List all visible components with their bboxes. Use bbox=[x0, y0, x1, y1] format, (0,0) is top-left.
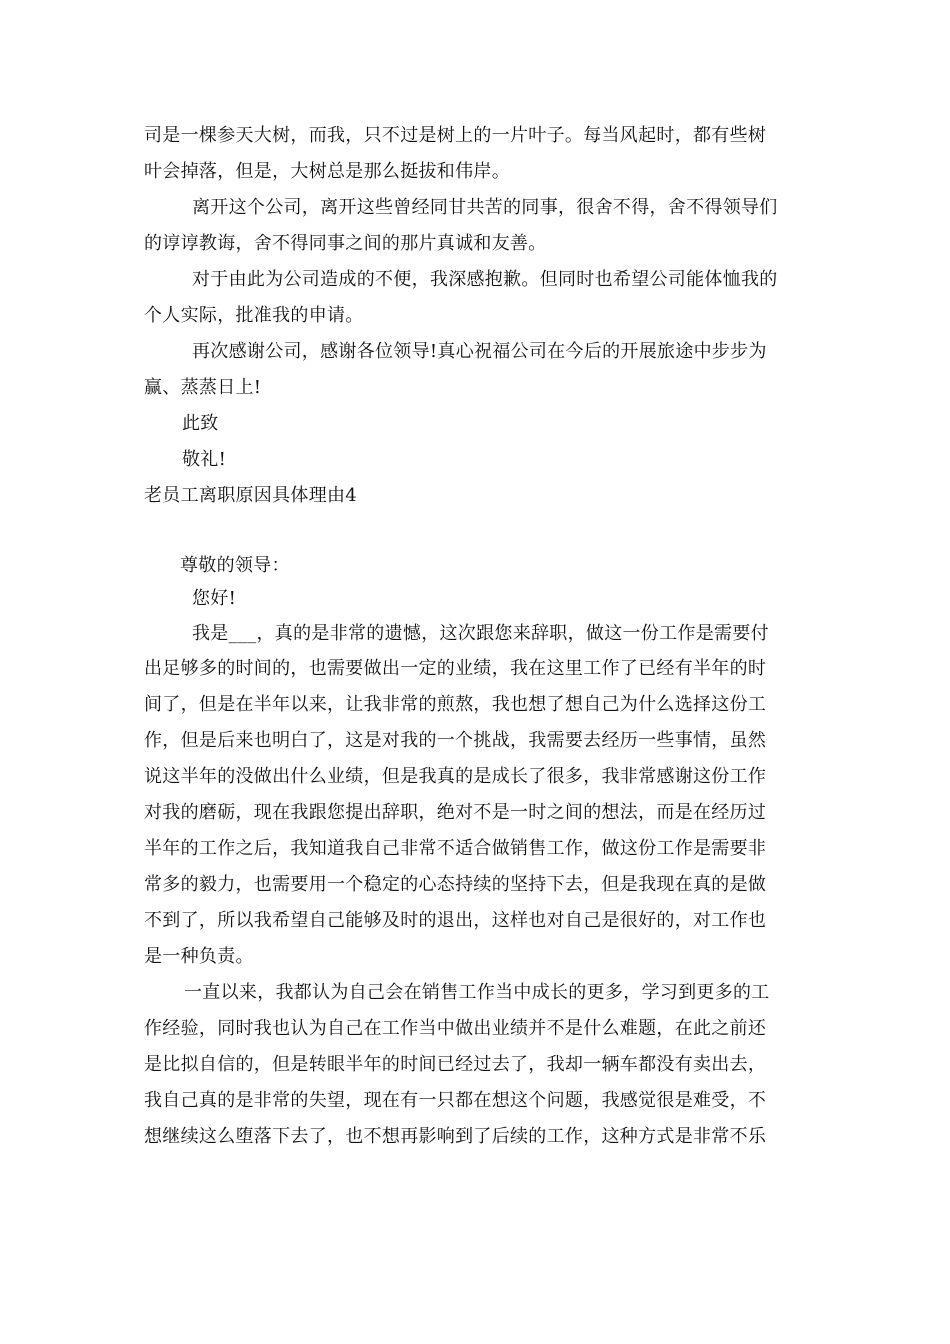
paragraph-line: 一直以来，我都认为自己会在销售工作当中成长的更多，学习到更多的工 bbox=[184, 982, 770, 1003]
paragraph-line: 半年的工作之后，我知道我自己非常不适合做销售工作，做这份工作是需要非 bbox=[144, 838, 767, 859]
paragraph-line: 是一种负责。 bbox=[144, 946, 254, 967]
salutation: 尊敬的领导： bbox=[180, 555, 290, 576]
paragraph-line: 个人实际，批准我的申请。 bbox=[144, 305, 364, 326]
paragraph-line: 作，但是后来也明白了，这是对我的一个挑战，我需要去经历一些事情，虽然 bbox=[144, 730, 767, 751]
paragraph-line: 间了，但是在半年以来，让我非常的煎熬，我也想了想自己为什么选择这份工 bbox=[144, 694, 767, 715]
greeting: 您好! bbox=[192, 588, 237, 609]
closing-line: 此致 bbox=[182, 413, 219, 434]
paragraph-line: 作经验，同时我也认为自己在工作当中做出业绩并不是什么难题，在此之前还 bbox=[144, 1018, 767, 1039]
paragraph-line: 出足够多的时间的，也需要做出一定的业绩，我在这里工作了已经有半年的时 bbox=[144, 658, 767, 679]
paragraph-line: 是比拟自信的，但是转眼半年的时间已经过去了，我却一辆车都没有卖出去， bbox=[144, 1054, 767, 1075]
closing-line: 敬礼! bbox=[182, 449, 227, 470]
paragraph-line: 对我的磨砺，现在我跟您提出辞职，绝对不是一时之间的想法，而是在经历过 bbox=[144, 802, 767, 823]
paragraph-line: 不到了，所以我希望自己能够及时的退出，这样也对自己是很好的，对工作也 bbox=[144, 910, 767, 931]
paragraph-line: 再次感谢公司，感谢各位领导!真心祝福公司在今后的开展旅途中步步为 bbox=[192, 341, 767, 362]
paragraph-line: 说这半年的没做出什么业绩，但是我真的是成长了很多，我非常感谢这份工作 bbox=[144, 766, 767, 787]
paragraph-line: 司是一棵参天大树，而我，只不过是树上的一片叶子。每当风起时，都有些树 bbox=[144, 125, 767, 146]
paragraph-line: 我自己真的是非常的失望，现在有一只都在想这个问题，我感觉很是难受，不 bbox=[144, 1090, 767, 1111]
paragraph-line: 常多的毅力，也需要用一个稳定的心态持续的坚持下去，但是我现在真的是做 bbox=[144, 874, 767, 895]
paragraph-line: 我是___，真的是非常的遗憾，这次跟您来辞职，做这一份工作是需要付 bbox=[192, 623, 769, 644]
paragraph-line: 想继续这么堕落下去了，也不想再影响到了后续的工作，这种方式是非常不乐 bbox=[144, 1126, 767, 1147]
paragraph-line: 的谆谆教诲，舍不得同事之间的那片真诚和友善。 bbox=[144, 233, 547, 254]
paragraph-line: 对于由此为公司造成的不便，我深感抱歉。但同时也希望公司能体恤我的 bbox=[192, 269, 778, 290]
paragraph-line: 叶会掉落，但是，大树总是那么挺拔和伟岸。 bbox=[144, 161, 510, 182]
paragraph-line: 离开这个公司，离开这些曾经同甘共苦的同事，很舍不得，舍不得领导们 bbox=[192, 197, 778, 218]
section-heading: 老员工离职原因具体理由4 bbox=[144, 485, 358, 506]
paragraph-line: 赢、蒸蒸日上! bbox=[144, 377, 262, 398]
